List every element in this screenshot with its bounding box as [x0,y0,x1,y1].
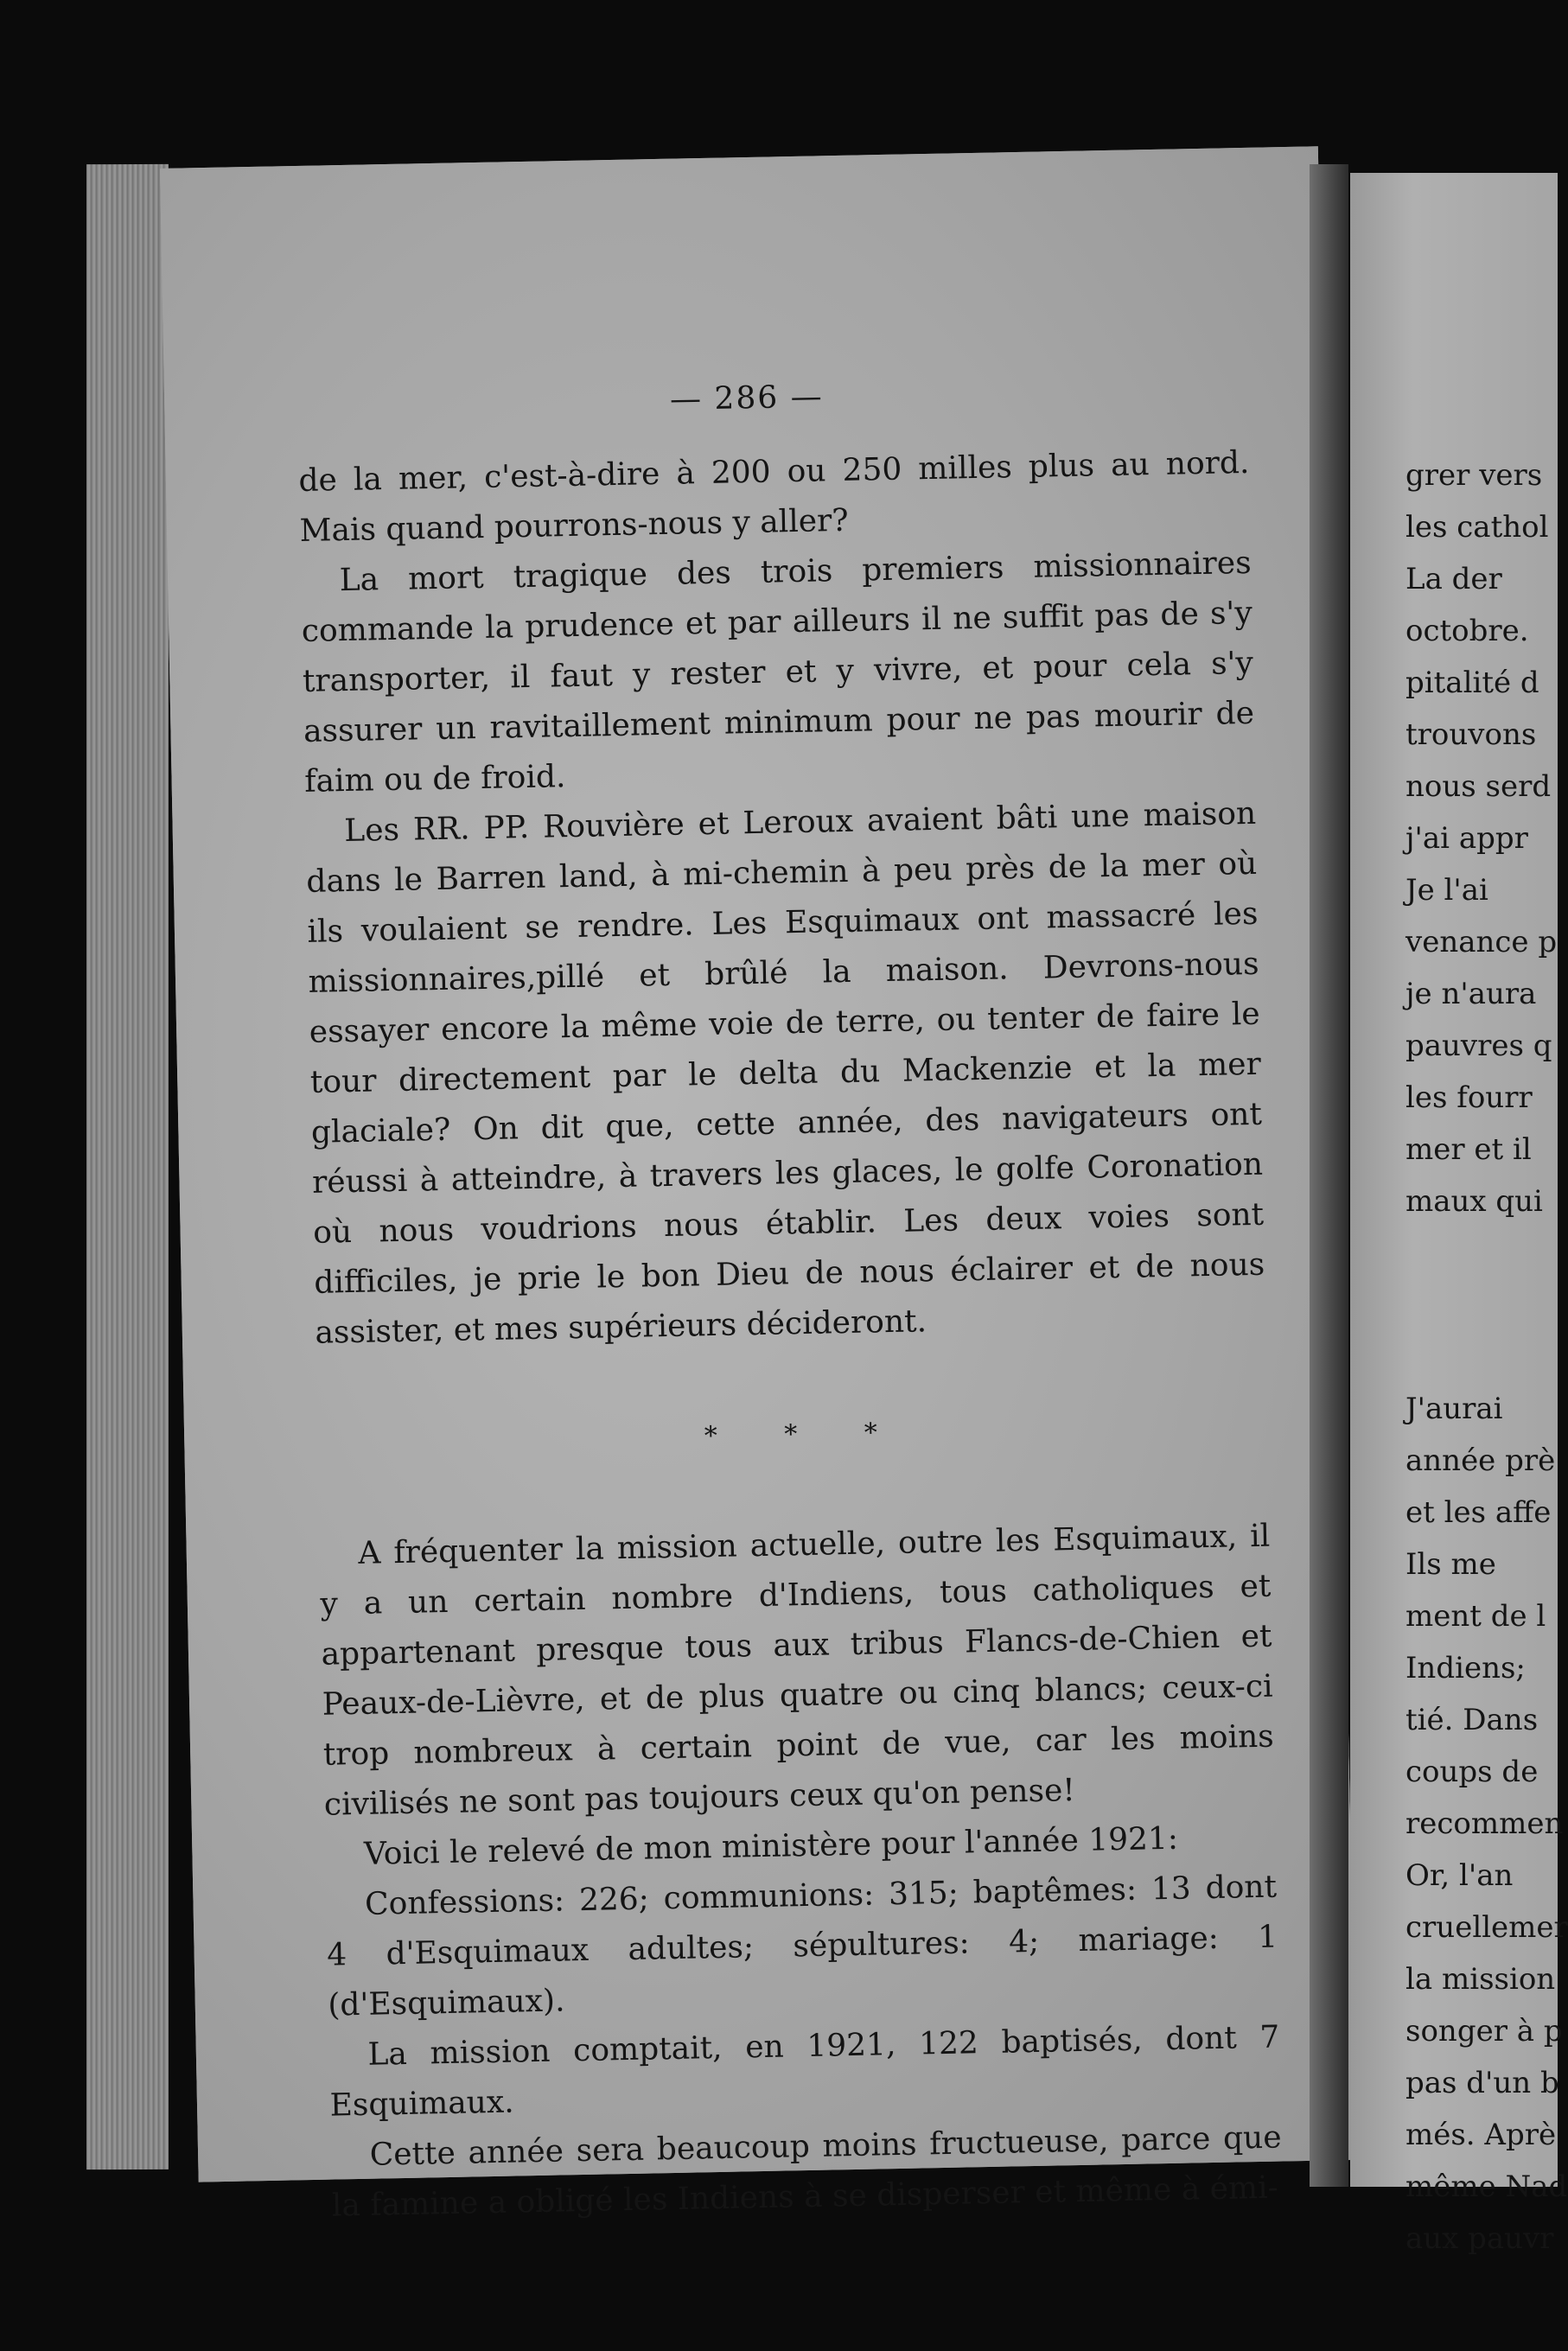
text-line: octobre. [1405,614,1529,648]
text-line: La der [1405,562,1502,596]
paragraph: La mission comptait, en 1921, 122 baptisés, dont 7 Esquimaux. [329,2019,1280,2124]
text-line: nous serd [1405,769,1552,804]
right-page-text [1405,449,1568,2265]
text-line: je n'aura [1405,977,1537,1011]
section-gap [1405,1331,1552,1383]
text-line: mer et il [1405,1132,1532,1167]
text-line: venance p [1405,925,1558,959]
text-line: maux qui [1405,1184,1543,1219]
text-line: trouvons [1405,717,1537,752]
text-line: grer vers [1405,458,1543,493]
text-line: Ils me [1405,1547,1496,1582]
paragraph: Voici le relevé de mon ministère pour l'année 1921: [363,1820,1179,1872]
left-page-text [298,438,1283,2232]
text-line: les cathol [1405,510,1549,545]
section-gap [1405,1279,1552,1331]
text-line: et les affe [1405,1495,1552,1530]
text-line: pauvres q [1405,1029,1552,1063]
book-gutter [1310,164,1348,2187]
text-line: pitalité d [1405,666,1539,700]
paragraph: Confessions: 226; communions: 315; baptêmes: 13 dont 4 d'Esquimaux adultes; sépultures: 4; mariage: 1 (d'Esquimaux). [326,1869,1278,2023]
text-line: Je l'ai [1405,873,1488,908]
page-edges [86,164,169,2169]
text-line: recommen [1405,1806,1564,1841]
text-line: J'aurai [1405,1392,1503,1426]
page-number: — 286 — [669,379,824,417]
text-line: les fourr [1405,1080,1533,1115]
text-line: aux pauvr [1405,2221,1554,2256]
text-line: j'ai appr [1405,821,1528,856]
text-line: songer à p [1405,2014,1563,2048]
text-line: même Nad [1405,2169,1568,2204]
text-line: més. Aprè [1405,2118,1557,2152]
section-gap [1405,1227,1552,1279]
text-line: pas d'un b [1405,2066,1559,2100]
text-line: tié. Dans [1405,1703,1539,1737]
text-line: année prè [1405,1443,1556,1478]
text-line: coups de [1405,1755,1539,1789]
paragraph: de la mer, c'est-à-dire à 200 ou 250 milles plus au nord. Mais quand pourrons-nous y aller? [298,444,1250,549]
text-line: Indiens; [1405,1651,1526,1685]
text-line: la mission [1405,1962,1556,1997]
text-line: Or, l'an [1405,1858,1514,1893]
paragraph: Les RR. PP. Rouvière et Leroux avaient bâti une maison dans le Barren land, à mi-chemin à peu près de la mer où ils voulaient se rendre. Les Esquimaux ont massacré les missionnaires,pillé et brûlé la maison. Devrons-nous essayer encore la même voie de terre, ou tenter de faire le tour directement par le delta du Mackenzie et la mer glaciale? On dit que, cette année, des navigateurs ont réussi à atteindre, à travers les glaces, le golfe Coronation où nous voudrions nous établir. Les deux voies sont difficiles, je prie le bon Dieu de nous éclairer et de nous assister, et mes supérieurs décideront. [306,795,1265,1351]
section-separator: * * * [704,1417,908,1452]
text-line: cruellemer [1405,1910,1568,1945]
paragraph: Cette année sera beaucoup moins fructueuse, parce que la famine a obligé les Indiens à se disperser et même à émi- [331,2119,1282,2224]
paragraph: La mort tragique des trois premiers missionnaires commande la prudence et par ailleurs il ne suffit pas de s'y transporter, il faut y rester et y vivre, et pour cela s'y assurer un ravitaillement minimum pour ne pas mourir de faim ou de froid. [301,545,1255,800]
paragraph: A fréquenter la mission actuelle, outre les Esquimaux, il y a un certain nombre d'Indiens, tous catholiques et appartenant presque tous aux tribus Flancs-de-Chien et Peaux-de-Lièvre, et de plus quatre ou cinq blancs; ceux-ci trop nombreux à certain point de vue, car les moins civilisés ne sont pas toujours ceux qu'on pense! [320,1518,1275,1823]
text-line: ment de l [1405,1599,1546,1634]
